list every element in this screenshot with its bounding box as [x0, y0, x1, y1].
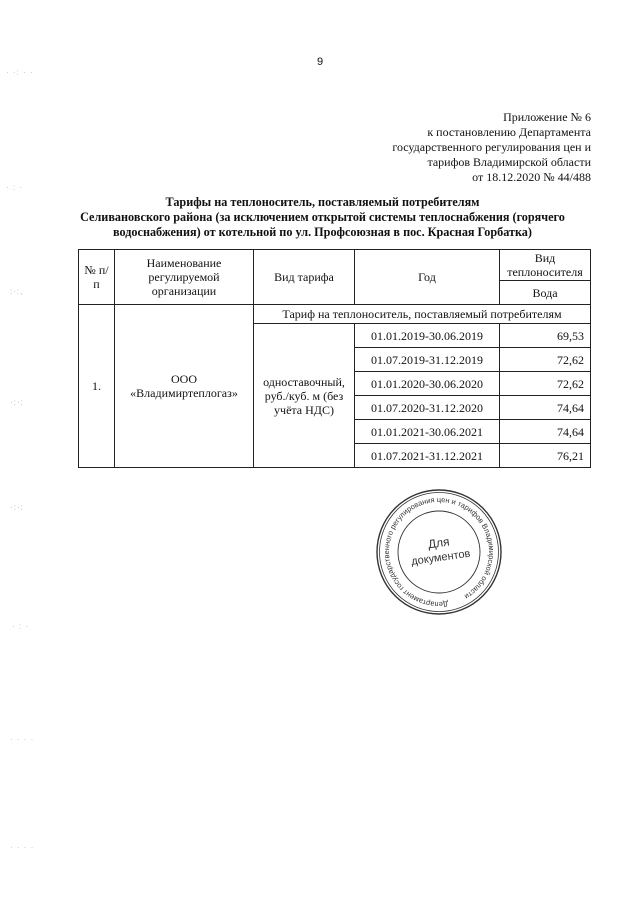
period-cell: 01.07.2020-31.12.2020 — [355, 396, 500, 420]
header-organization: Наименование регулируемой организации — [115, 250, 254, 305]
organization-cell: ООО «Владимиртеплогаз» — [115, 305, 254, 468]
period-cell: 01.01.2020-30.06.2020 — [355, 372, 500, 396]
header-tariff-type: Вид тарифа — [254, 250, 355, 305]
period-cell: 01.01.2019-30.06.2019 — [355, 324, 500, 348]
stamp-text-line: документов — [410, 547, 472, 568]
row-number: 1. — [79, 305, 115, 468]
value-cell: 76,21 — [500, 444, 591, 468]
appendix-reference — [291, 110, 591, 185]
title-line: Тарифы на теплоноситель, поставляемый потребителям — [165, 195, 480, 209]
stamp-ring-text: Департамент государственного регулирования цен и тарифов Владимирской области — [381, 494, 497, 610]
tariff-table — [78, 249, 591, 468]
document-title — [60, 195, 585, 240]
scan-artifact: · · · · — [10, 735, 35, 744]
scan-artifact: ·:·: — [10, 503, 24, 512]
scan-artifact: · : · — [6, 183, 23, 192]
scan-artifact: · : · — [12, 622, 29, 631]
scan-artifact: · ·: · · — [6, 68, 34, 77]
appendix-line: государственного регулирования цен и — [392, 140, 591, 154]
header-carrier-water: Вода — [500, 281, 591, 305]
official-stamp — [374, 487, 504, 617]
section-header: Тариф на теплоноситель, поставляемый потребителям — [254, 305, 591, 324]
scan-artifact: ·:·: — [10, 398, 24, 407]
header-carrier: Вид теплоносителя — [500, 250, 591, 281]
header-num: № п/п — [79, 250, 115, 305]
appendix-line: Приложение № 6 — [503, 110, 591, 124]
appendix-line: к постановлению Департамента — [427, 125, 591, 139]
scan-artifact: · · · · — [10, 843, 35, 852]
stamp-text-line: Для — [427, 534, 451, 552]
header-year: Год — [355, 250, 500, 305]
period-cell: 01.01.2021-30.06.2021 — [355, 420, 500, 444]
title-line: Селивановского района (за исключением открытой системы теплоснабжения (горячего — [80, 210, 565, 224]
value-cell: 74,64 — [500, 420, 591, 444]
period-cell: 01.07.2021-31.12.2021 — [355, 444, 500, 468]
period-cell: 01.07.2019-31.12.2019 — [355, 348, 500, 372]
page-number: 9 — [316, 56, 324, 68]
value-cell: 74,64 — [500, 396, 591, 420]
appendix-line: от 18.12.2020 № 44/488 — [472, 170, 591, 184]
value-cell: 72,62 — [500, 372, 591, 396]
tariff-type-cell: одноставочный, руб./куб. м (без учёта НДС) — [254, 324, 355, 468]
appendix-line: тарифов Владимирской области — [427, 155, 591, 169]
title-line: водоснабжения) от котельной по ул. Профсоюзная в пос. Красная Горбатка) — [113, 225, 532, 239]
value-cell: 72,62 — [500, 348, 591, 372]
value-cell: 69,53 — [500, 324, 591, 348]
scan-artifact: :·:, — [10, 287, 24, 296]
